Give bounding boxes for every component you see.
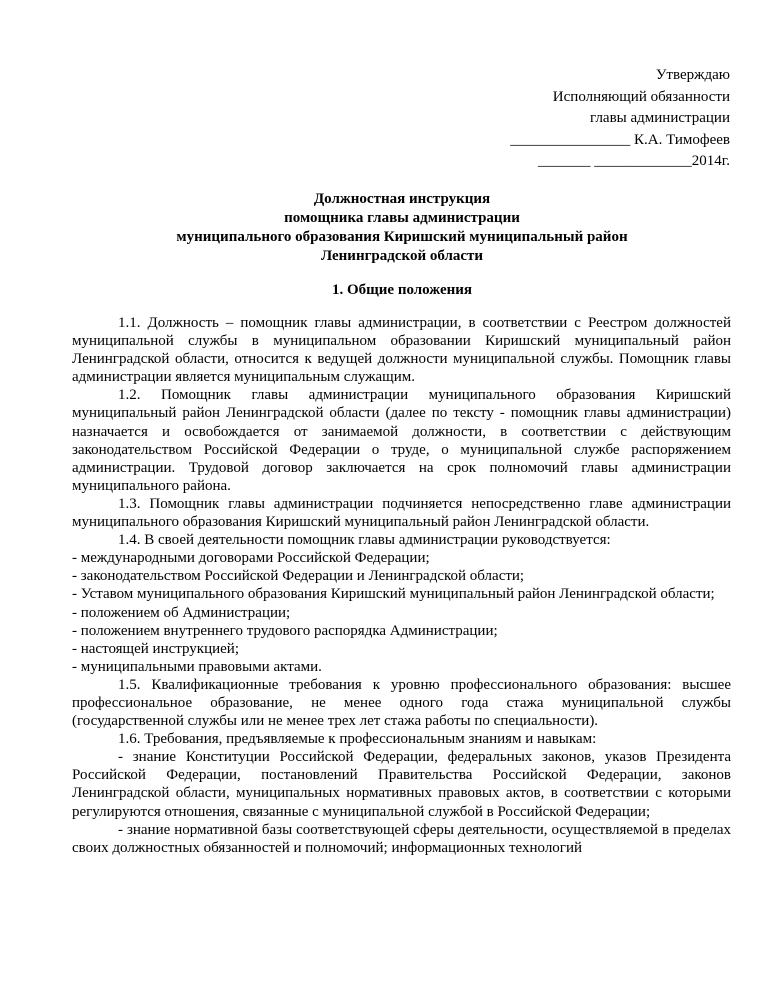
list-item: - знание Конституции Российской Федерации, федеральных законов, указов Президента Российской Федерации, постановлений Правительства Российской Федерации, законов Ленинградской области, муниципальных нормативных правовых актов, в соответствии с которыми регулируются отношения, связанные с муниципальной службой в Российской Федерации;	[72, 749, 731, 820]
paragraph-1-4: 1.4. В своей деятельности помощник главы администрации руководствуется:	[118, 532, 611, 549]
list-item: - положением об Администрации;	[72, 604, 291, 621]
list-item: - настоящей инструкцией;	[72, 640, 239, 657]
title-line-4: Ленинградской области	[320, 248, 484, 264]
paragraph-1-6: 1.6. Требования, предъявляемые к профессиональным знаниям и навыкам:	[118, 731, 597, 748]
document-body	[72, 314, 731, 857]
list-item: - законодательством Российской Федерации и Ленинградской области;	[72, 568, 525, 585]
approval-position: Исполняющий обязанности	[552, 88, 730, 105]
approval-date: _______ _____________2014г.	[538, 153, 730, 169]
list-item: - Уставом муниципального образования Киришский муниципальный район Ленинградской области;	[72, 586, 715, 603]
list-item: - положением внутреннего трудового распорядка Администрации;	[72, 622, 498, 639]
paragraph-1-1: 1.1. Должность – помощник главы администрации, в соответствии с Реестром должностей муниципальной службы в муниципальном образовании Киришский муниципальный район Ленинградской области, относится к ведущей должности муниципальной службы. Помощник главы администрации является муниципальным служащим.	[72, 315, 731, 386]
list-item: - международными договорами Российской Федерации;	[72, 550, 430, 567]
paragraph-1-5: 1.5. Квалификационные требования к уровню профессионального образования: высшее профессиональное образование, не менее одного года стажа муниципальной службы (государственной службы или не менее трех лет стажа работы по специальности).	[72, 676, 731, 730]
approval-signature: ________________ К.А. Тимофеев	[510, 131, 730, 148]
approval-block	[390, 65, 730, 173]
section-heading: 1. Общие положения	[331, 282, 473, 298]
list-item: - знание нормативной базы соответствующей сферы деятельности, осуществляемой в пределах своих должностных обязанностей и полномочий; информационных технологий	[72, 821, 731, 856]
approval-title: Утверждаю	[655, 67, 730, 83]
title-line-2: помощника главы администрации	[284, 210, 520, 226]
title-line-3: муниципального образования Киришский муниципальный район	[176, 229, 628, 245]
list-item: - муниципальными правовыми актами.	[72, 658, 322, 675]
title-line-1: Должностная инструкция	[313, 191, 491, 207]
paragraph-1-3: 1.3. Помощник главы администрации подчиняется непосредственно главе администрации муниципального образования Киришский муниципальный район Ленинградской области.	[72, 495, 731, 531]
approval-position-cont: главы администрации	[590, 110, 730, 126]
document-title	[72, 190, 732, 266]
paragraph-1-2: 1.2. Помощник главы администрации муниципального образования Киришский муниципальный район Ленинградской области (далее по тексту - помощник главы администрации) назначается и освобождается от занимаемой должности, в соответствии с действующим законодательством Российской Федерации о труде, о муниципальной службе распоряжением администрации. Трудовой договор заключается на срок полномочий главы администрации муниципального района.	[72, 387, 731, 494]
